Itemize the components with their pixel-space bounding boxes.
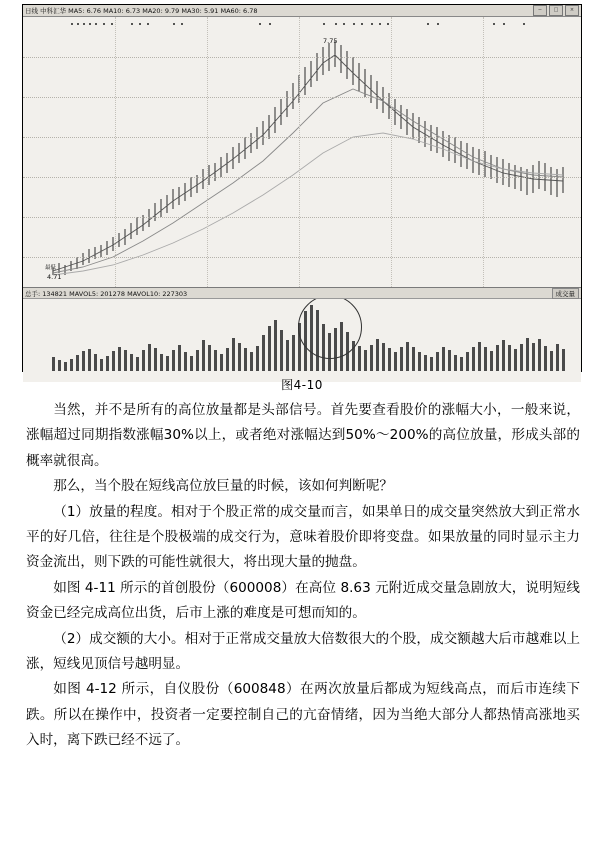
paragraph-3: （1）放量的程度。相对于个股正常的成交量而言，如果单日的成交量突然放大到正常水平的好几倍，往往是个股极端的成交行为，意味着股价即将变盘。如果放量的同时显示主力资金流出，则下跌的可能性就很大，将出现大量的抛盘。 (26, 503, 580, 571)
marker-dots (23, 23, 581, 27)
stock-chart-figure (22, 4, 582, 372)
minimize-icon[interactable]: − (533, 5, 547, 16)
maximize-icon[interactable]: □ (549, 5, 563, 16)
volume-pane (23, 299, 581, 382)
chart-title-text: 日线 中科汇华 MA5: 6.76 MA10: 6.73 MA20: 9.79 MA30: 5.91 MA60: 6.78 (25, 6, 258, 15)
volume-tag[interactable]: 成交量 (552, 288, 580, 299)
paragraph-4: 如图 4-11 所示的首创股份（600008）在高位 8.63 元附近成交量急剧放大，说明短线资金已经完成高位出货，后市上涨的难度是可想而知的。 (26, 579, 580, 622)
price-pane (23, 17, 581, 288)
chart-title-bar (23, 5, 581, 17)
paragraph-5: （2）成交额的大小。相对于正常成交量放大倍数很大的个股，成交额越大后市越难以上涨，短线见顶信号越明显。 (26, 630, 580, 673)
price-axis-low-label: 最低 (45, 265, 57, 271)
price-high-annotation: 7.75 (323, 37, 338, 45)
figure-caption: 图4-10 (281, 378, 323, 392)
chart-window-buttons[interactable] (533, 5, 579, 16)
close-icon[interactable]: × (565, 5, 579, 16)
body-text (26, 398, 580, 754)
price-low-annotation: 4.71 (47, 273, 62, 281)
volume-title-bar (23, 288, 581, 299)
paragraph-1: 当然，并不是所有的高位放量都是头部信号。首先要查看股价的涨幅大小，一般来说，涨幅超过同期指数涨幅30%以上，或者绝对涨幅达到50%～200%的高位放量，形成头部的概率就很高。 (26, 402, 580, 469)
paragraph-6: 如图 4-12 所示，自仪股份（600848）在两次放量后都成为短线高点，而后市连续下跌。所以在操作中，投资者一定要控制自己的亢奋情绪，因为当绝大部分人都热情高涨地买入时，离下跌已经不远了。 (26, 681, 580, 749)
volume-stats-text: 总手: 134821 MAVOL5: 201278 MAVOL10: 227303 (25, 289, 188, 298)
paragraph-2: 那么，当个股在短线高位放巨量的时候，该如何判断呢？ (53, 478, 394, 495)
